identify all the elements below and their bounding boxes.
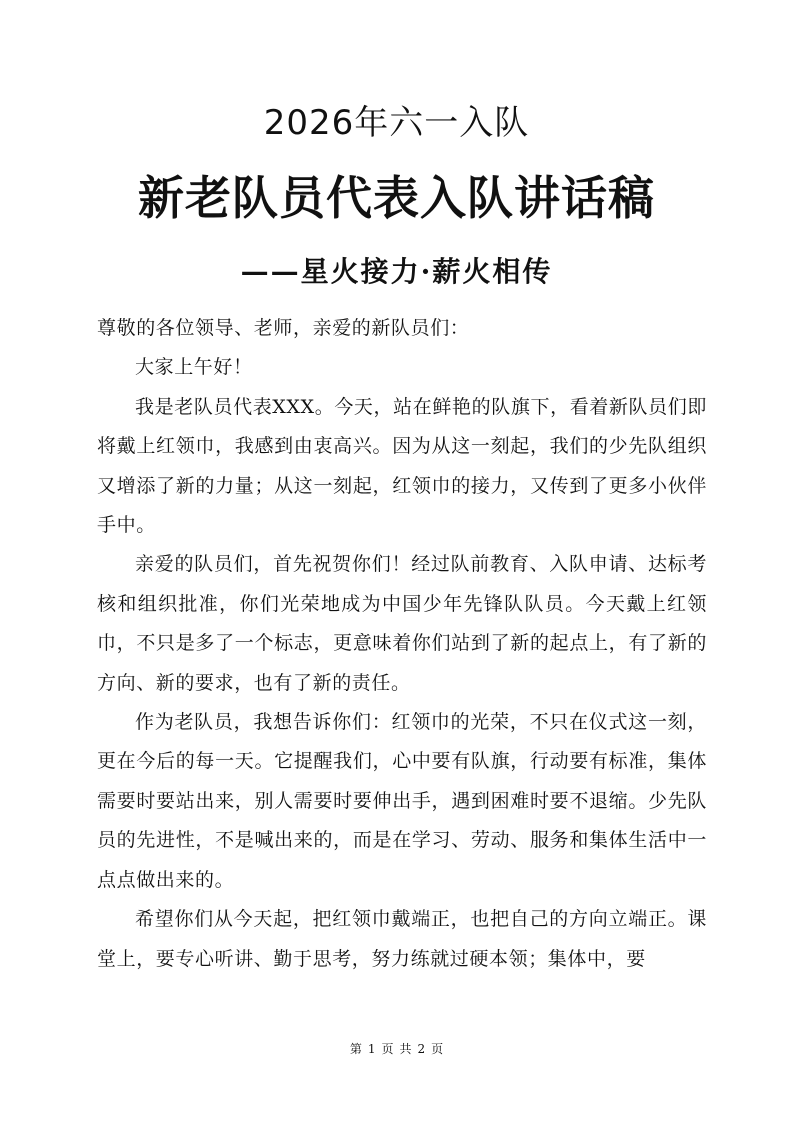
paragraph-1: 我是老队员代表XXX。今天，站在鲜艳的队旗下，看着新队员们即将戴上红领巾，我感到由衷高兴。因为从这一刻起，我们的少先队组织又增添了新的力量；从这一刻起，红领巾的接力，又传到了更多小伙伴手中。 [97,395,707,537]
speech-body [97,309,707,979]
footer-current-page: 1 [367,1042,376,1056]
subtitle: ——星火接力·薪火相传 [240,255,553,288]
paragraph-2: 亲爱的队员们，首先祝贺你们！经过队前教育、入队申请、达标考核和组织批准，你们光荣地成为中国少年先锋队队员。今天戴上红领巾，不只是多了一个标志，更意味着你们站到了新的起点上，有了新的方向、新的要求，也有了新的责任。 [97,553,707,694]
footer-label-di: 第 [349,1042,362,1056]
salutation: 尊敬的各位领导、老师，亲爱的新队员们： [97,317,470,339]
title-line-2: 新老队员代表入队讲话稿 [138,171,655,225]
footer-total-pages: 2 [417,1042,426,1056]
paragraph-greeting: 大家上午好！ [135,356,253,379]
footer-label-ye2: 页 [431,1042,444,1056]
footer-label-gong: 共 [399,1042,412,1056]
paragraph-3: 作为老队员，我想告诉你们：红领巾的光荣，不只在仪式这一刻，更在今后的每一天。它提醒我们，心中要有队旗，行动要有标准，集体需要时要站出来，别人需要时要伸出手，遇到困难时要不退缩。少先队员的先进性，不是喊出来的，而是在学习、劳动、服务和集体生活中一点点做出来的。 [97,711,707,891]
paragraph-4: 希望你们从今天起，把红领巾戴端正，也把自己的方向立端正。课堂上，要专心听讲、勤于思考，努力练就过硬本领；集体中，要 [97,908,707,970]
page-footer [0,1040,793,1058]
title-line-1: 2026年六一入队 [263,103,530,143]
footer-label-ye: 页 [381,1042,394,1056]
